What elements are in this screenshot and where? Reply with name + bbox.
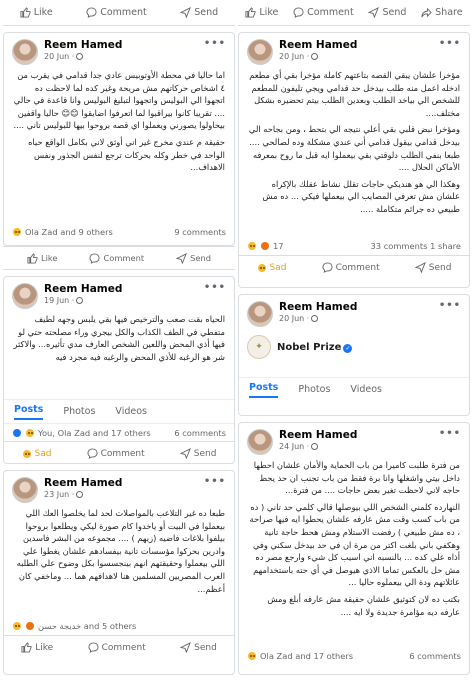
post-action-bar [4, 441, 234, 464]
reaction-summary[interactable] [12, 428, 151, 438]
post-date [279, 314, 357, 323]
comment-count[interactable]: 33 comments 1 share [370, 241, 461, 251]
sad-button[interactable] [22, 449, 52, 459]
left-column [3, 0, 235, 653]
send-button[interactable] [180, 448, 217, 459]
send-label: Send [194, 7, 219, 18]
post-stats [4, 423, 234, 441]
post-text [239, 457, 469, 647]
post-card [3, 470, 235, 675]
profile-tabs [4, 399, 234, 423]
post-paragraph: حقيقة م عندي مخرج غير اني أوثق لاني بكامل الواقع حياه الواحد في خطر وكله بحركات ترجع لنفس الجذور ونفس الاهداف... [28, 136, 225, 173]
post-date [44, 296, 122, 305]
avatar[interactable] [247, 301, 273, 327]
send-label: Send [194, 642, 217, 653]
post-stats [4, 223, 234, 241]
comment-button[interactable] [86, 7, 147, 18]
post-date [279, 52, 357, 61]
share-button[interactable] [421, 7, 462, 18]
like-reaction-icon [12, 428, 22, 438]
globe-icon [76, 491, 83, 498]
comment-icon [88, 642, 99, 653]
post-text [4, 505, 234, 617]
reaction-count: Ola Zad and 9 others [25, 227, 113, 237]
avatar[interactable] [247, 429, 273, 455]
comment-button[interactable] [322, 262, 380, 273]
send-button[interactable] [368, 7, 406, 18]
comment-icon [87, 448, 98, 459]
send-label: Send [190, 253, 211, 263]
nobel-logo-icon: ✦ [247, 335, 271, 359]
comment-label: Comment [101, 642, 146, 653]
post-text [4, 67, 234, 174]
avatar[interactable] [12, 39, 38, 65]
post-card [238, 32, 470, 288]
reaction-summary[interactable] [12, 621, 136, 631]
post-paragraph: اما حاليا في محطة الأوتوبيس عادي جدا قدامي في يقرب من ٤ اشخاص حركاتهم مش مريحة وغير كده لما لاحظت ده اتجهوا الي البوليس واتجهوا لتبليغ البوليس وانا قاعدة في حالي .... تقريبا كانوا بيراقبوا لما اتعرفوا اضايقوا 😊😊 حاليا واقفين بيحاولوا يصورني ويعملوا اي قصه بروحوا بيها للبوليس تاني .... [13, 70, 225, 131]
tab-posts[interactable]: Posts [249, 382, 278, 398]
more-options-icon[interactable]: ••• [438, 300, 461, 311]
post-paragraph: مؤخرا علشان يبقي القصه بتاعتهم كاملة مؤخرا بقي أي مطعم ادخله اعمل منه طلب بيدخل حد قدامي ويجي تليفون للمطعم للشخص الي بياخد الطلب وبعدين الطلب بيتم تحضيره بشكل مختلف.... [249, 70, 460, 118]
right-column [238, 0, 470, 661]
post-header [239, 33, 469, 67]
comment-icon [322, 262, 333, 273]
shared-page-name-text: Nobel Prize [277, 341, 342, 353]
reaction-count: خديجة حسن and 5 others [38, 621, 137, 631]
post-text [4, 311, 234, 373]
post-date-text: 20 Jun · [279, 52, 310, 61]
reaction-summary[interactable] [247, 241, 284, 251]
comment-label: Comment [100, 7, 147, 18]
avatar[interactable] [12, 477, 38, 503]
post-paragraph: النهارده كلمني الشخص اللي بيوصلها قالي كلمي حد تاني ( ده من باب كسب وقت مش عارفه علشان يحطوا ايه فيها صراحة ، ده مش طبيعي ) رفضت الاستلام ومش هحط حاجة تانية وهكفي باني بلغت اكتر من مرة ان في حد بيدخل سكني وفي أذاه علي كده ... بالنسبه اني اسيب كل شيء وارجع مصر ده مش حل بالعكس تماما الاذي هيوصل في أي حته باستخدامهم عائلاتهم ودة الي بيعملوه حاليا ... [249, 501, 460, 588]
reaction-summary[interactable] [247, 651, 353, 661]
author-name[interactable]: Reem Hamed [44, 39, 123, 51]
like-button[interactable] [20, 7, 53, 18]
like-label: Like [33, 7, 53, 18]
comment-count[interactable]: 6 comments [409, 651, 461, 661]
comment-count[interactable]: 6 comments [174, 427, 226, 438]
send-icon [415, 262, 426, 273]
post-header [239, 423, 469, 457]
like-label: Like [35, 642, 54, 653]
send-label: Send [428, 262, 452, 273]
send-label: Send [382, 7, 407, 18]
send-button[interactable] [180, 642, 217, 653]
avatar[interactable] [12, 283, 38, 309]
more-options-icon[interactable]: ••• [203, 476, 226, 487]
sad-reaction-icon [247, 241, 257, 251]
post-header [4, 33, 234, 67]
sad-label: Sad [269, 262, 287, 273]
like-label: Like [40, 253, 58, 263]
post-date-text: 20 Jun · [279, 314, 310, 323]
tab-photos[interactable]: Photos [298, 384, 331, 395]
avatar[interactable] [247, 39, 273, 65]
more-options-icon[interactable]: ••• [438, 38, 461, 49]
send-icon [368, 7, 379, 18]
author-name[interactable]: Reem Hamed [279, 39, 358, 51]
shared-page-header[interactable] [239, 329, 469, 365]
comment-icon [293, 7, 304, 18]
send-label: Send [193, 448, 217, 459]
post-date-text: 24 Jun · [279, 442, 310, 451]
post-date-text: 19 Jun · [44, 296, 75, 305]
comment-label: Comment [307, 7, 354, 18]
author-name[interactable]: Reem Hamed [279, 301, 358, 313]
top-action-bar-right [238, 0, 470, 26]
reaction-count: You, Ola Zad and 17 others [38, 427, 151, 438]
globe-icon [311, 443, 318, 450]
more-options-icon[interactable]: ••• [438, 428, 461, 439]
post-card [238, 294, 470, 416]
comment-button[interactable] [89, 253, 144, 264]
reaction-count: 17 [273, 241, 284, 251]
author-name[interactable]: Reem Hamed [279, 429, 358, 441]
more-options-icon[interactable]: ••• [203, 282, 226, 293]
like-button[interactable] [245, 7, 278, 18]
send-icon [176, 253, 187, 264]
post-date-text: 23 Jun · [44, 490, 75, 499]
post-card [3, 276, 235, 464]
thumbs-up-icon [27, 253, 38, 264]
send-icon [180, 642, 191, 653]
tab-videos[interactable]: Videos [115, 406, 147, 417]
post-card [3, 32, 235, 246]
share-label: Share [435, 7, 463, 18]
sad-reaction-icon [257, 263, 267, 273]
post-header [4, 471, 234, 505]
sad-reaction-icon [247, 651, 257, 661]
comment-label: Comment [103, 253, 145, 263]
post-header [4, 277, 234, 311]
like-label: Like [259, 7, 279, 18]
top-action-bar-left [3, 0, 235, 26]
author-name[interactable]: Reem Hamed [44, 283, 123, 295]
tab-photos[interactable]: Photos [63, 406, 96, 417]
sad-reaction-icon [12, 621, 22, 631]
post-date [279, 442, 357, 451]
comment-icon [89, 253, 100, 264]
sad-reaction-icon [25, 428, 35, 438]
globe-icon [311, 53, 318, 60]
post-stats [4, 617, 234, 635]
post-stats [239, 237, 469, 255]
globe-icon [76, 53, 83, 60]
post-stats [239, 647, 469, 665]
post-card [238, 422, 470, 675]
sad-reaction-icon [12, 227, 22, 237]
post-header [239, 295, 469, 329]
post-date [44, 490, 122, 499]
author-name[interactable]: Reem Hamed [44, 477, 123, 489]
comment-button[interactable] [87, 448, 145, 459]
post-text [239, 67, 469, 237]
angry-reaction-icon [25, 621, 35, 631]
like-button[interactable] [27, 253, 58, 264]
shared-page-name[interactable] [277, 342, 352, 353]
comment-label: Comment [100, 448, 145, 459]
send-button[interactable] [415, 262, 452, 273]
profile-tabs [239, 377, 469, 401]
thumbs-up-icon [21, 642, 32, 653]
sad-reaction-icon [22, 449, 32, 459]
post-paragraph: طبعا ده غير التلاعب بالمواصلات لحد لما يخلصوا العك اللي بيعملوا في البيت أو ياخدوا كام صورة ليكي ويطلعوا بروحوا بيلفوا بلاغات فاضيه (زيهم ) .... مجموعه من البشر فاسدين وادرين بحركوا مؤسسات تانية بيفسادهم علشان يغطوا علي اللي بيعملوا وحقيقتهم انهم بينجسسوا بكل وضوح علي الطلبه العرب المصريين المسلمين هنا لاهدافهم هما ... وماخفي كان أعظم... [16, 508, 225, 594]
post-action-bar [4, 635, 234, 659]
reaction-summary[interactable] [12, 227, 113, 237]
send-button[interactable] [176, 253, 211, 264]
post-action-bar [239, 255, 469, 279]
post-paragraph: الحياه بقت صعب والترخيص فيها بقي يلبس وجهه لطيف متفطي في الطف الكذاب والكل بيجري وراء مصلحته حتي لو فيها أذي المحض واللعين الشخص العارف مدي تأثيره... والاكثر شر هو الرغبه للأذي المحض والرغبه فيه مجرد فيه [13, 314, 225, 362]
more-options-icon[interactable]: ••• [203, 38, 226, 49]
post-action-bar [3, 246, 235, 270]
globe-icon [311, 315, 318, 322]
post-date [44, 52, 122, 61]
comment-button[interactable] [293, 7, 354, 18]
globe-icon [76, 297, 83, 304]
send-icon [180, 7, 191, 18]
send-icon [180, 448, 191, 459]
comment-icon [86, 7, 97, 18]
post-paragraph: من فترة طلبت كاميرا من باب الحماية والأمان علشان احطها داخل بيتي واشغلها وانا برة فقط من باب تجنب ان حد يحط حاجه لاني لاحظت تغير بعض حاجات .... من فترة... [253, 460, 460, 496]
comment-label: Comment [335, 262, 380, 273]
verified-badge-icon: ✓ [345, 344, 351, 352]
post-paragraph: وهكذا الي هو هنديكي حاجات تقلل نشاط عقلك بالإكراه علشان مش تعرفي المصايب الي بيعملها فيكي ... ده مش طبيعي ده جرائم متكاملة ..... [262, 178, 460, 214]
angry-reaction-icon [260, 241, 270, 251]
thumbs-up-icon [245, 7, 256, 18]
reaction-count: Ola Zad and 17 others [260, 651, 354, 661]
sad-label: Sad [34, 448, 52, 459]
send-button[interactable] [180, 7, 218, 18]
like-button[interactable] [21, 642, 53, 653]
sad-button[interactable] [257, 263, 287, 273]
comment-count[interactable]: 9 comments [174, 227, 226, 237]
comment-button[interactable] [88, 642, 146, 653]
tab-videos[interactable]: Videos [350, 384, 382, 395]
post-paragraph: ومؤخرا نبض قلبي بقي أعلي نتيجه الي بتحط ، ومن بجاحه الي بيدخل قدامي بيقول قدامي أني عندي مشكلة وده لصالحي .... طبعا بنفي الطلب دلوقتي بقي بيعملوا ايه قبل ما روح بمعرفه الأماكن الحلال .... [248, 124, 460, 173]
post-paragraph: بكتب ده لان كتوثيق علشان حقيقة مش عارفه أبلغ ومش عارفه ديه مؤامرة جديدة ولا ايه .... [267, 593, 460, 617]
post-date-text: 20 Jun · [44, 52, 75, 61]
tab-posts[interactable]: Posts [14, 404, 43, 420]
thumbs-up-icon [20, 7, 31, 18]
share-icon [421, 7, 432, 18]
